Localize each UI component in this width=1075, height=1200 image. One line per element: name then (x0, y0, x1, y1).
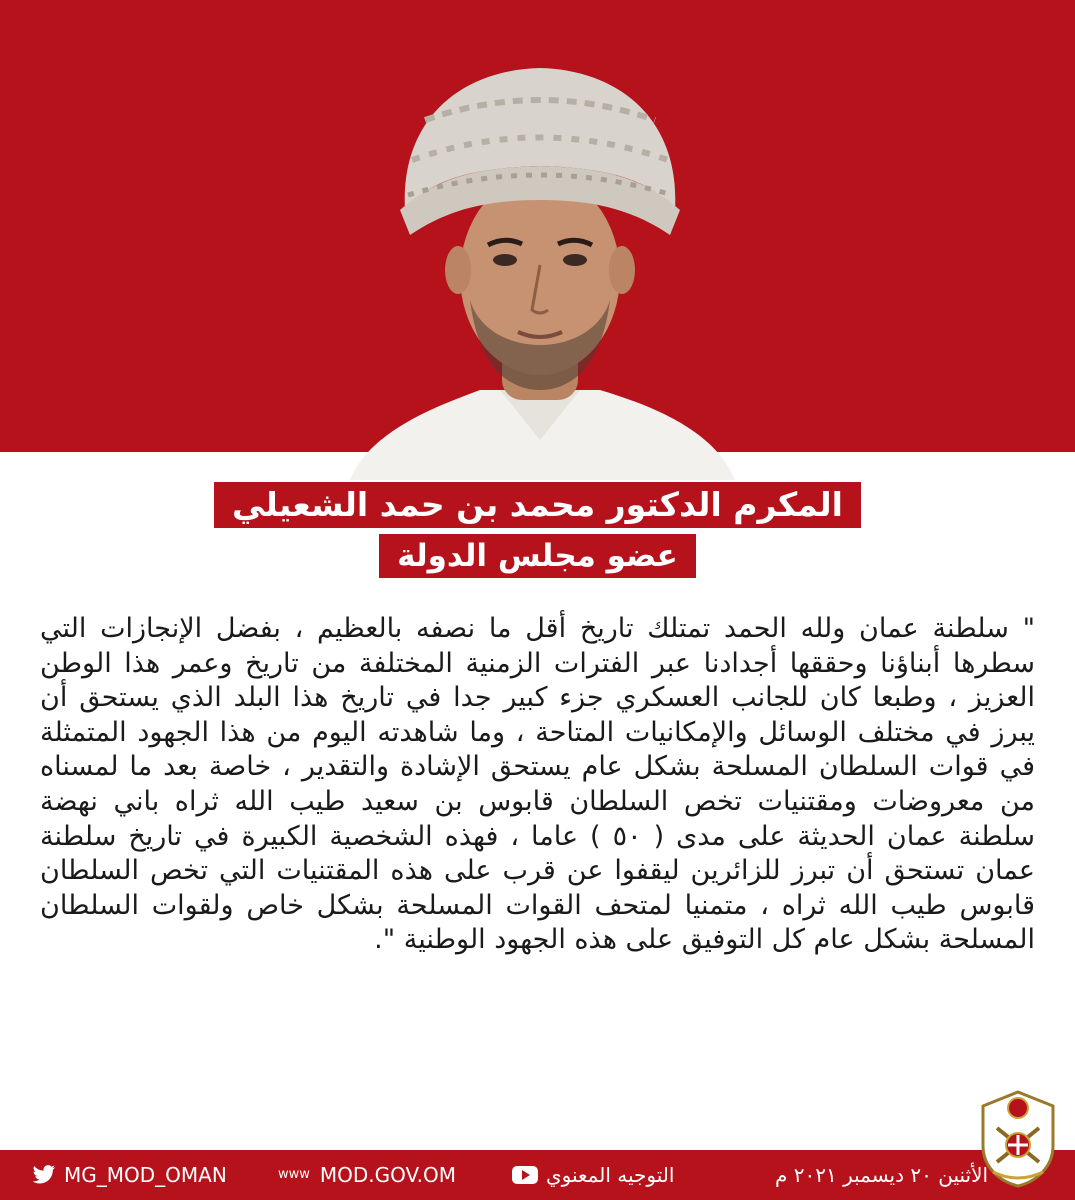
youtube-label: التوجيه المعنوي (546, 1163, 675, 1187)
date-label: الأثنين ٢٠ ديسمبر ٢٠٢١ م (775, 1163, 989, 1187)
website-label: MOD.GOV.OM (319, 1163, 457, 1187)
twitter-icon (32, 1165, 56, 1185)
footer-bar (0, 1150, 1075, 1200)
ministry-emblem (975, 1088, 1061, 1188)
person-title: عضو مجلس الدولة (379, 534, 696, 578)
youtube-channel[interactable] (512, 1150, 674, 1200)
website-link[interactable] (278, 1150, 456, 1200)
www-label: www (278, 1167, 310, 1182)
name-title-block (0, 482, 1075, 578)
portrait-photo (330, 60, 750, 480)
quote-text: " سلطنة عمان ولله الحمد تمتلك تاريخ أقل ما نصفه بالعظيم ، بفضل الإنجازات التي سطرها أبناؤنا وحققها أجدادنا عبر الفترات الزمنية المختلفة من تاريخ وعمر هذا الوطن العزيز ، وطبعا كان للجانب العسكري جزء كبير جدا في تاريخ هذا البلد الذي يستحق أن يبرز في مختلف الوسائل والإمكانيات المتاحة ، وما شاهدته اليوم من هذا الجهود المتمثلة في قوات السلطان المسلحة بشكل عام يستحق الإشادة والتقدير ، خاصة بعد ما لمسناه من معروضات ومقتنيات تخص السلطان قابوس بن سعيد طيب الله ثراه باني نهضة سلطنة عمان الحديثة على مدى ( ٥٠ ) عاما ، فهذه الشخصية الكبيرة في تاريخ سلطنة عمان تستحق أن تبرز للزائرين ليقفوا عن قرب على هذه المقتنيات التي تخص السلطان قابوس طيب الله ثراه ، متمنيا لمتحف القوات المسلحة بشكل خاص ولقوات السلطان المسلحة بشكل عام كل التوفيق على هذه الجهود الوطنية ". (40, 613, 1035, 956)
twitter-handle[interactable] (32, 1150, 227, 1200)
person-name: المكرم الدكتور محمد بن حمد الشعيلي (214, 482, 861, 528)
twitter-label: MG_MOD_OMAN (64, 1163, 227, 1187)
youtube-icon (512, 1166, 538, 1184)
